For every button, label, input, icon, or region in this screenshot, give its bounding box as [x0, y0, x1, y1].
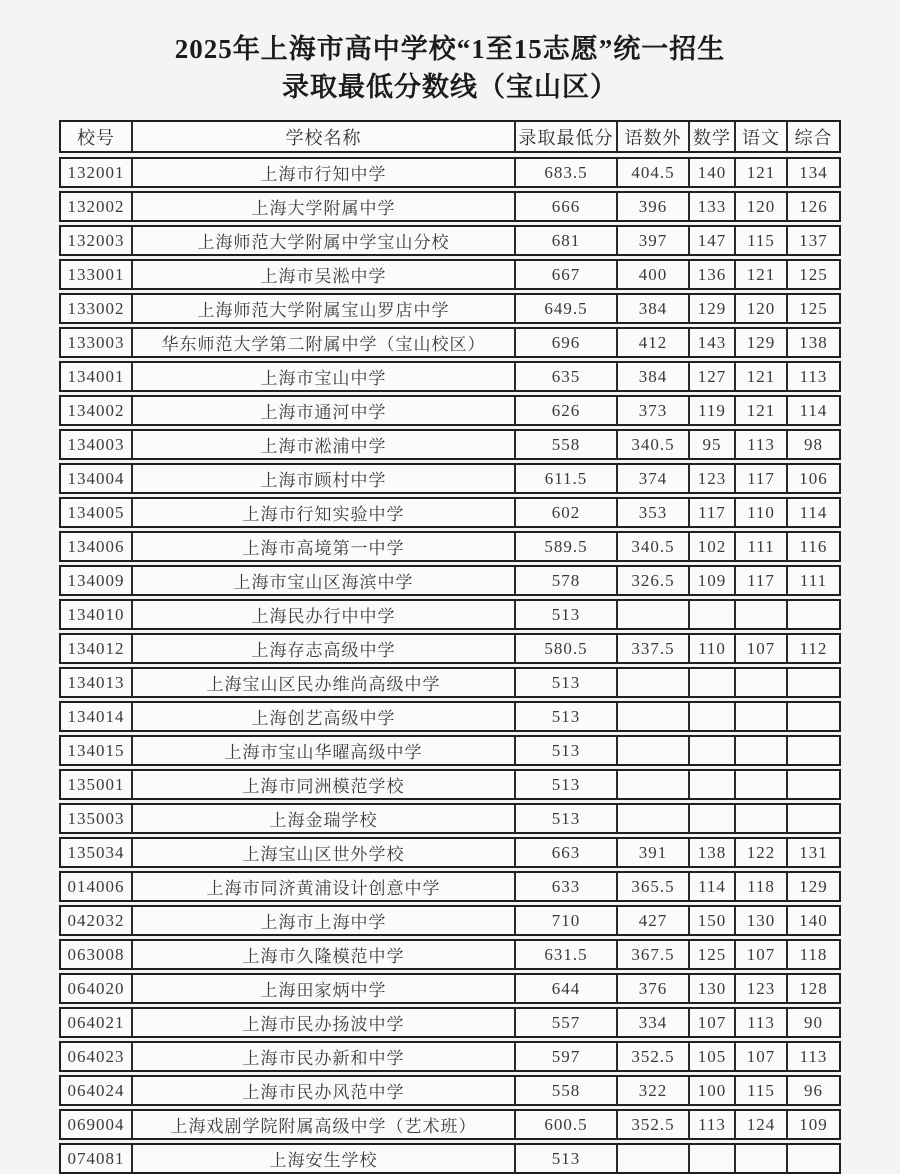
cell-math: 147 — [688, 227, 734, 254]
cell-chi-math-eng: 322 — [616, 1077, 688, 1104]
cell-school-code: 064020 — [67, 978, 125, 998]
table-row — [59, 1007, 841, 1038]
cell-min-score: 513 — [514, 771, 616, 798]
cell-school-code: 134015 — [67, 740, 125, 760]
cell-chinese: 120 — [734, 193, 786, 220]
table-row — [59, 327, 841, 358]
table-row — [59, 769, 841, 800]
cell-school-name: 上海师范大学附属宝山罗店中学 — [131, 295, 514, 322]
cell-comprehensive: 125 — [786, 295, 839, 322]
cell-math: 130 — [688, 975, 734, 1002]
cell-math: 109 — [688, 567, 734, 594]
cell-math: 105 — [688, 1043, 734, 1070]
cell-chi-math-eng: 334 — [616, 1009, 688, 1036]
cell-chinese: 121 — [734, 363, 786, 390]
cell-comprehensive: 128 — [786, 975, 839, 1002]
table-row — [59, 191, 841, 222]
cell-comprehensive: 131 — [786, 839, 839, 866]
table-row — [59, 701, 841, 732]
cell-math: 117 — [688, 499, 734, 526]
table-row — [59, 565, 841, 596]
cell-school-name: 上海市行知实验中学 — [131, 499, 514, 526]
cell-math: 114 — [688, 873, 734, 900]
cell-school-name: 上海市通河中学 — [131, 397, 514, 424]
cell-min-score: 597 — [514, 1043, 616, 1070]
cell-school-name: 上海民办行中中学 — [131, 601, 514, 628]
cell-school-name: 上海安生学校 — [131, 1145, 514, 1172]
cell-chi-math-eng: 340.5 — [616, 533, 688, 560]
cell-min-score: 602 — [514, 499, 616, 526]
cell-math: 127 — [688, 363, 734, 390]
cell-school-code: 133001 — [67, 264, 125, 284]
cell-chinese: 120 — [734, 295, 786, 322]
cell-chinese — [734, 1145, 786, 1172]
column-header-chinese: 语文 — [734, 122, 786, 151]
table-row — [59, 973, 841, 1004]
table-row — [59, 225, 841, 256]
cell-chi-math-eng: 384 — [616, 295, 688, 322]
cell-comprehensive: 118 — [786, 941, 839, 968]
cell-chinese: 113 — [734, 1009, 786, 1036]
cell-math: 102 — [688, 533, 734, 560]
table-row — [59, 633, 841, 664]
column-header-min-score: 录取最低分 — [514, 122, 616, 151]
cell-min-score: 710 — [514, 907, 616, 934]
cell-school-code: 132003 — [67, 230, 125, 250]
table-row — [59, 735, 841, 766]
cell-min-score: 513 — [514, 1145, 616, 1172]
cell-school-code: 134012 — [67, 638, 125, 658]
cell-chinese: 129 — [734, 329, 786, 356]
cell-school-code: 064023 — [67, 1046, 125, 1066]
cell-school-code: 135034 — [67, 842, 125, 862]
column-header-school-name: 学校名称 — [131, 122, 514, 151]
cell-chinese: 107 — [734, 635, 786, 662]
table-row — [59, 667, 841, 698]
cell-chinese — [734, 805, 786, 832]
cell-chi-math-eng: 384 — [616, 363, 688, 390]
cell-school-code: 132002 — [67, 196, 125, 216]
cell-comprehensive: 125 — [786, 261, 839, 288]
cell-school-code: 064021 — [67, 1012, 125, 1032]
cell-comprehensive: 98 — [786, 431, 839, 458]
page-title-line1: 2025年上海市高中学校“1至15志愿”统一招生 — [174, 34, 726, 64]
cell-school-name: 上海市宝山区海滨中学 — [131, 567, 514, 594]
cell-school-name: 上海市久隆模范中学 — [131, 941, 514, 968]
cell-math: 140 — [688, 159, 734, 186]
table-row — [59, 939, 841, 970]
cell-comprehensive: 111 — [786, 567, 839, 594]
table-row — [59, 1041, 841, 1072]
cell-min-score: 683.5 — [514, 159, 616, 186]
cell-math: 133 — [688, 193, 734, 220]
cell-min-score: 649.5 — [514, 295, 616, 322]
cell-school-code: 064024 — [67, 1080, 125, 1100]
cell-chinese: 107 — [734, 941, 786, 968]
cell-comprehensive: 109 — [786, 1111, 839, 1138]
cell-min-score: 513 — [514, 669, 616, 696]
cell-chi-math-eng — [616, 601, 688, 628]
table-row — [59, 497, 841, 528]
cell-min-score: 635 — [514, 363, 616, 390]
cell-comprehensive — [786, 737, 839, 764]
cell-comprehensive: 114 — [786, 397, 839, 424]
cell-math — [688, 669, 734, 696]
cell-min-score: 644 — [514, 975, 616, 1002]
cell-chi-math-eng — [616, 805, 688, 832]
cell-math — [688, 771, 734, 798]
cell-school-code: 134014 — [67, 706, 125, 726]
cell-math: 136 — [688, 261, 734, 288]
cell-school-code: 134001 — [67, 366, 125, 386]
table-row — [59, 1143, 841, 1174]
table-row — [59, 803, 841, 834]
cell-school-name: 华东师范大学第二附属中学（宝山校区） — [131, 329, 514, 356]
cell-math: 143 — [688, 329, 734, 356]
cell-chi-math-eng: 352.5 — [616, 1111, 688, 1138]
cell-school-name: 上海田家炳中学 — [131, 975, 514, 1002]
page-title-line2: 录取最低分数线（宝山区） — [282, 72, 618, 102]
cell-chi-math-eng: 326.5 — [616, 567, 688, 594]
cell-min-score: 589.5 — [514, 533, 616, 560]
cell-chinese: 115 — [734, 1077, 786, 1104]
cell-comprehensive: 137 — [786, 227, 839, 254]
cell-math: 138 — [688, 839, 734, 866]
cell-min-score: 631.5 — [514, 941, 616, 968]
cell-school-name: 上海宝山区世外学校 — [131, 839, 514, 866]
cell-chinese — [734, 771, 786, 798]
cell-chi-math-eng: 427 — [616, 907, 688, 934]
cell-math: 123 — [688, 465, 734, 492]
table-body — [59, 157, 841, 1174]
cell-min-score: 611.5 — [514, 465, 616, 492]
cell-chi-math-eng: 404.5 — [616, 159, 688, 186]
cell-school-name: 上海存志高级中学 — [131, 635, 514, 662]
cell-math: 95 — [688, 431, 734, 458]
cell-school-name: 上海市行知中学 — [131, 159, 514, 186]
cell-comprehensive — [786, 669, 839, 696]
cell-school-name: 上海市上海中学 — [131, 907, 514, 934]
cell-chinese — [734, 669, 786, 696]
cell-min-score: 558 — [514, 1077, 616, 1104]
table-row — [59, 293, 841, 324]
cell-chinese: 121 — [734, 397, 786, 424]
cell-chinese: 123 — [734, 975, 786, 1002]
cell-school-name: 上海市民办扬波中学 — [131, 1009, 514, 1036]
cell-chi-math-eng: 397 — [616, 227, 688, 254]
cell-comprehensive: 126 — [786, 193, 839, 220]
cell-school-name: 上海市吴淞中学 — [131, 261, 514, 288]
cell-school-name: 上海市宝山华曜高级中学 — [131, 737, 514, 764]
cell-school-code: 014006 — [67, 876, 125, 896]
table-row — [59, 361, 841, 392]
cell-school-name: 上海宝山区民办维尚高级中学 — [131, 669, 514, 696]
cell-chi-math-eng: 376 — [616, 975, 688, 1002]
cell-min-score: 580.5 — [514, 635, 616, 662]
cell-school-code: 134013 — [67, 672, 125, 692]
cell-school-code: 134003 — [67, 434, 125, 454]
cell-school-name: 上海市高境第一中学 — [131, 533, 514, 560]
cell-school-name: 上海市淞浦中学 — [131, 431, 514, 458]
cell-comprehensive: 113 — [786, 363, 839, 390]
cell-min-score: 557 — [514, 1009, 616, 1036]
cell-chinese: 113 — [734, 431, 786, 458]
cell-school-code: 134002 — [67, 400, 125, 420]
cell-school-name: 上海创艺高级中学 — [131, 703, 514, 730]
table-row — [59, 157, 841, 188]
cell-chinese: 115 — [734, 227, 786, 254]
cell-school-code: 133002 — [67, 298, 125, 318]
cell-chinese: 118 — [734, 873, 786, 900]
cell-math: 125 — [688, 941, 734, 968]
cell-min-score: 513 — [514, 737, 616, 764]
cell-min-score: 696 — [514, 329, 616, 356]
cell-school-code: 135001 — [67, 774, 125, 794]
cell-chi-math-eng: 367.5 — [616, 941, 688, 968]
cell-comprehensive — [786, 1145, 839, 1172]
cell-chinese: 121 — [734, 159, 786, 186]
cell-chinese: 111 — [734, 533, 786, 560]
table-header-row — [59, 120, 841, 153]
cell-school-code: 042032 — [67, 910, 125, 930]
cell-min-score: 663 — [514, 839, 616, 866]
cell-min-score: 513 — [514, 805, 616, 832]
cell-comprehensive — [786, 601, 839, 628]
cell-comprehensive: 106 — [786, 465, 839, 492]
cell-school-name: 上海市宝山中学 — [131, 363, 514, 390]
cell-chi-math-eng: 365.5 — [616, 873, 688, 900]
cell-school-code: 134004 — [67, 468, 125, 488]
cell-school-name: 上海金瑞学校 — [131, 805, 514, 832]
cell-chi-math-eng: 400 — [616, 261, 688, 288]
cell-comprehensive: 114 — [786, 499, 839, 526]
cell-school-code: 135003 — [67, 808, 125, 828]
cell-chi-math-eng: 391 — [616, 839, 688, 866]
cell-comprehensive — [786, 805, 839, 832]
cell-math — [688, 737, 734, 764]
table-row — [59, 531, 841, 562]
cell-min-score: 666 — [514, 193, 616, 220]
cell-math — [688, 703, 734, 730]
page-title — [0, 0, 900, 106]
cell-math: 150 — [688, 907, 734, 934]
cell-min-score: 558 — [514, 431, 616, 458]
cell-comprehensive — [786, 703, 839, 730]
cell-school-name: 上海市同洲模范学校 — [131, 771, 514, 798]
cell-school-name: 上海戏剧学院附属高级中学（艺术班） — [131, 1111, 514, 1138]
cell-min-score: 513 — [514, 601, 616, 628]
cell-math: 113 — [688, 1111, 734, 1138]
cell-min-score: 681 — [514, 227, 616, 254]
column-header-school-code: 校号 — [77, 127, 115, 148]
cell-school-name: 上海市民办风范中学 — [131, 1077, 514, 1104]
cell-school-code: 063008 — [67, 944, 125, 964]
table-row — [59, 259, 841, 290]
cell-chi-math-eng: 396 — [616, 193, 688, 220]
cell-min-score: 578 — [514, 567, 616, 594]
cell-school-code: 134010 — [67, 604, 125, 624]
cell-math: 107 — [688, 1009, 734, 1036]
cell-chi-math-eng — [616, 771, 688, 798]
cell-min-score: 600.5 — [514, 1111, 616, 1138]
column-header-math: 数学 — [688, 122, 734, 151]
table-row — [59, 463, 841, 494]
cell-chinese — [734, 601, 786, 628]
cell-comprehensive: 90 — [786, 1009, 839, 1036]
cell-school-code: 074081 — [67, 1148, 125, 1168]
cell-min-score: 667 — [514, 261, 616, 288]
table-row — [59, 1109, 841, 1140]
cell-math: 119 — [688, 397, 734, 424]
cell-min-score: 633 — [514, 873, 616, 900]
column-header-chi-math-eng: 语数外 — [616, 122, 688, 151]
cell-chi-math-eng: 412 — [616, 329, 688, 356]
cell-comprehensive: 112 — [786, 635, 839, 662]
cell-chinese: 117 — [734, 567, 786, 594]
cell-school-code: 133003 — [67, 332, 125, 352]
cell-school-code: 132001 — [67, 162, 125, 182]
table-row — [59, 905, 841, 936]
table-row — [59, 837, 841, 868]
cell-chinese: 122 — [734, 839, 786, 866]
cell-school-name: 上海市同济黄浦设计创意中学 — [131, 873, 514, 900]
cell-chinese: 107 — [734, 1043, 786, 1070]
cell-chi-math-eng — [616, 669, 688, 696]
cell-comprehensive: 138 — [786, 329, 839, 356]
cell-chi-math-eng: 353 — [616, 499, 688, 526]
cell-chi-math-eng — [616, 737, 688, 764]
cell-comprehensive: 113 — [786, 1043, 839, 1070]
table-row — [59, 1075, 841, 1106]
cell-math: 129 — [688, 295, 734, 322]
table-row — [59, 395, 841, 426]
cell-min-score: 626 — [514, 397, 616, 424]
cell-chinese — [734, 703, 786, 730]
cell-chi-math-eng: 374 — [616, 465, 688, 492]
cell-math — [688, 601, 734, 628]
cell-school-code: 134006 — [67, 536, 125, 556]
cell-school-name: 上海师范大学附属中学宝山分校 — [131, 227, 514, 254]
cell-math — [688, 805, 734, 832]
cell-chinese: 130 — [734, 907, 786, 934]
cell-school-name: 上海市顾村中学 — [131, 465, 514, 492]
cell-school-code: 069004 — [67, 1114, 125, 1134]
cell-chinese — [734, 737, 786, 764]
cell-math — [688, 1145, 734, 1172]
cell-chinese: 110 — [734, 499, 786, 526]
cell-comprehensive: 134 — [786, 159, 839, 186]
cell-comprehensive — [786, 771, 839, 798]
cell-chinese: 124 — [734, 1111, 786, 1138]
cell-chi-math-eng — [616, 703, 688, 730]
cell-school-name: 上海市民办新和中学 — [131, 1043, 514, 1070]
table-row — [59, 429, 841, 460]
cell-math: 110 — [688, 635, 734, 662]
cell-chi-math-eng: 373 — [616, 397, 688, 424]
cell-comprehensive: 129 — [786, 873, 839, 900]
column-header-comprehensive: 综合 — [786, 122, 839, 151]
cell-chi-math-eng: 340.5 — [616, 431, 688, 458]
cell-chi-math-eng — [616, 1145, 688, 1172]
cell-chinese: 117 — [734, 465, 786, 492]
table-row — [59, 599, 841, 630]
cell-school-code: 134009 — [67, 570, 125, 590]
table-row — [59, 871, 841, 902]
cell-comprehensive: 96 — [786, 1077, 839, 1104]
cell-comprehensive: 116 — [786, 533, 839, 560]
cell-math: 100 — [688, 1077, 734, 1104]
cell-comprehensive: 140 — [786, 907, 839, 934]
scores-table — [59, 120, 841, 1174]
cell-chi-math-eng: 337.5 — [616, 635, 688, 662]
cell-min-score: 513 — [514, 703, 616, 730]
cell-chi-math-eng: 352.5 — [616, 1043, 688, 1070]
cell-school-code: 134005 — [67, 502, 125, 522]
cell-chinese: 121 — [734, 261, 786, 288]
cell-school-name: 上海大学附属中学 — [131, 193, 514, 220]
